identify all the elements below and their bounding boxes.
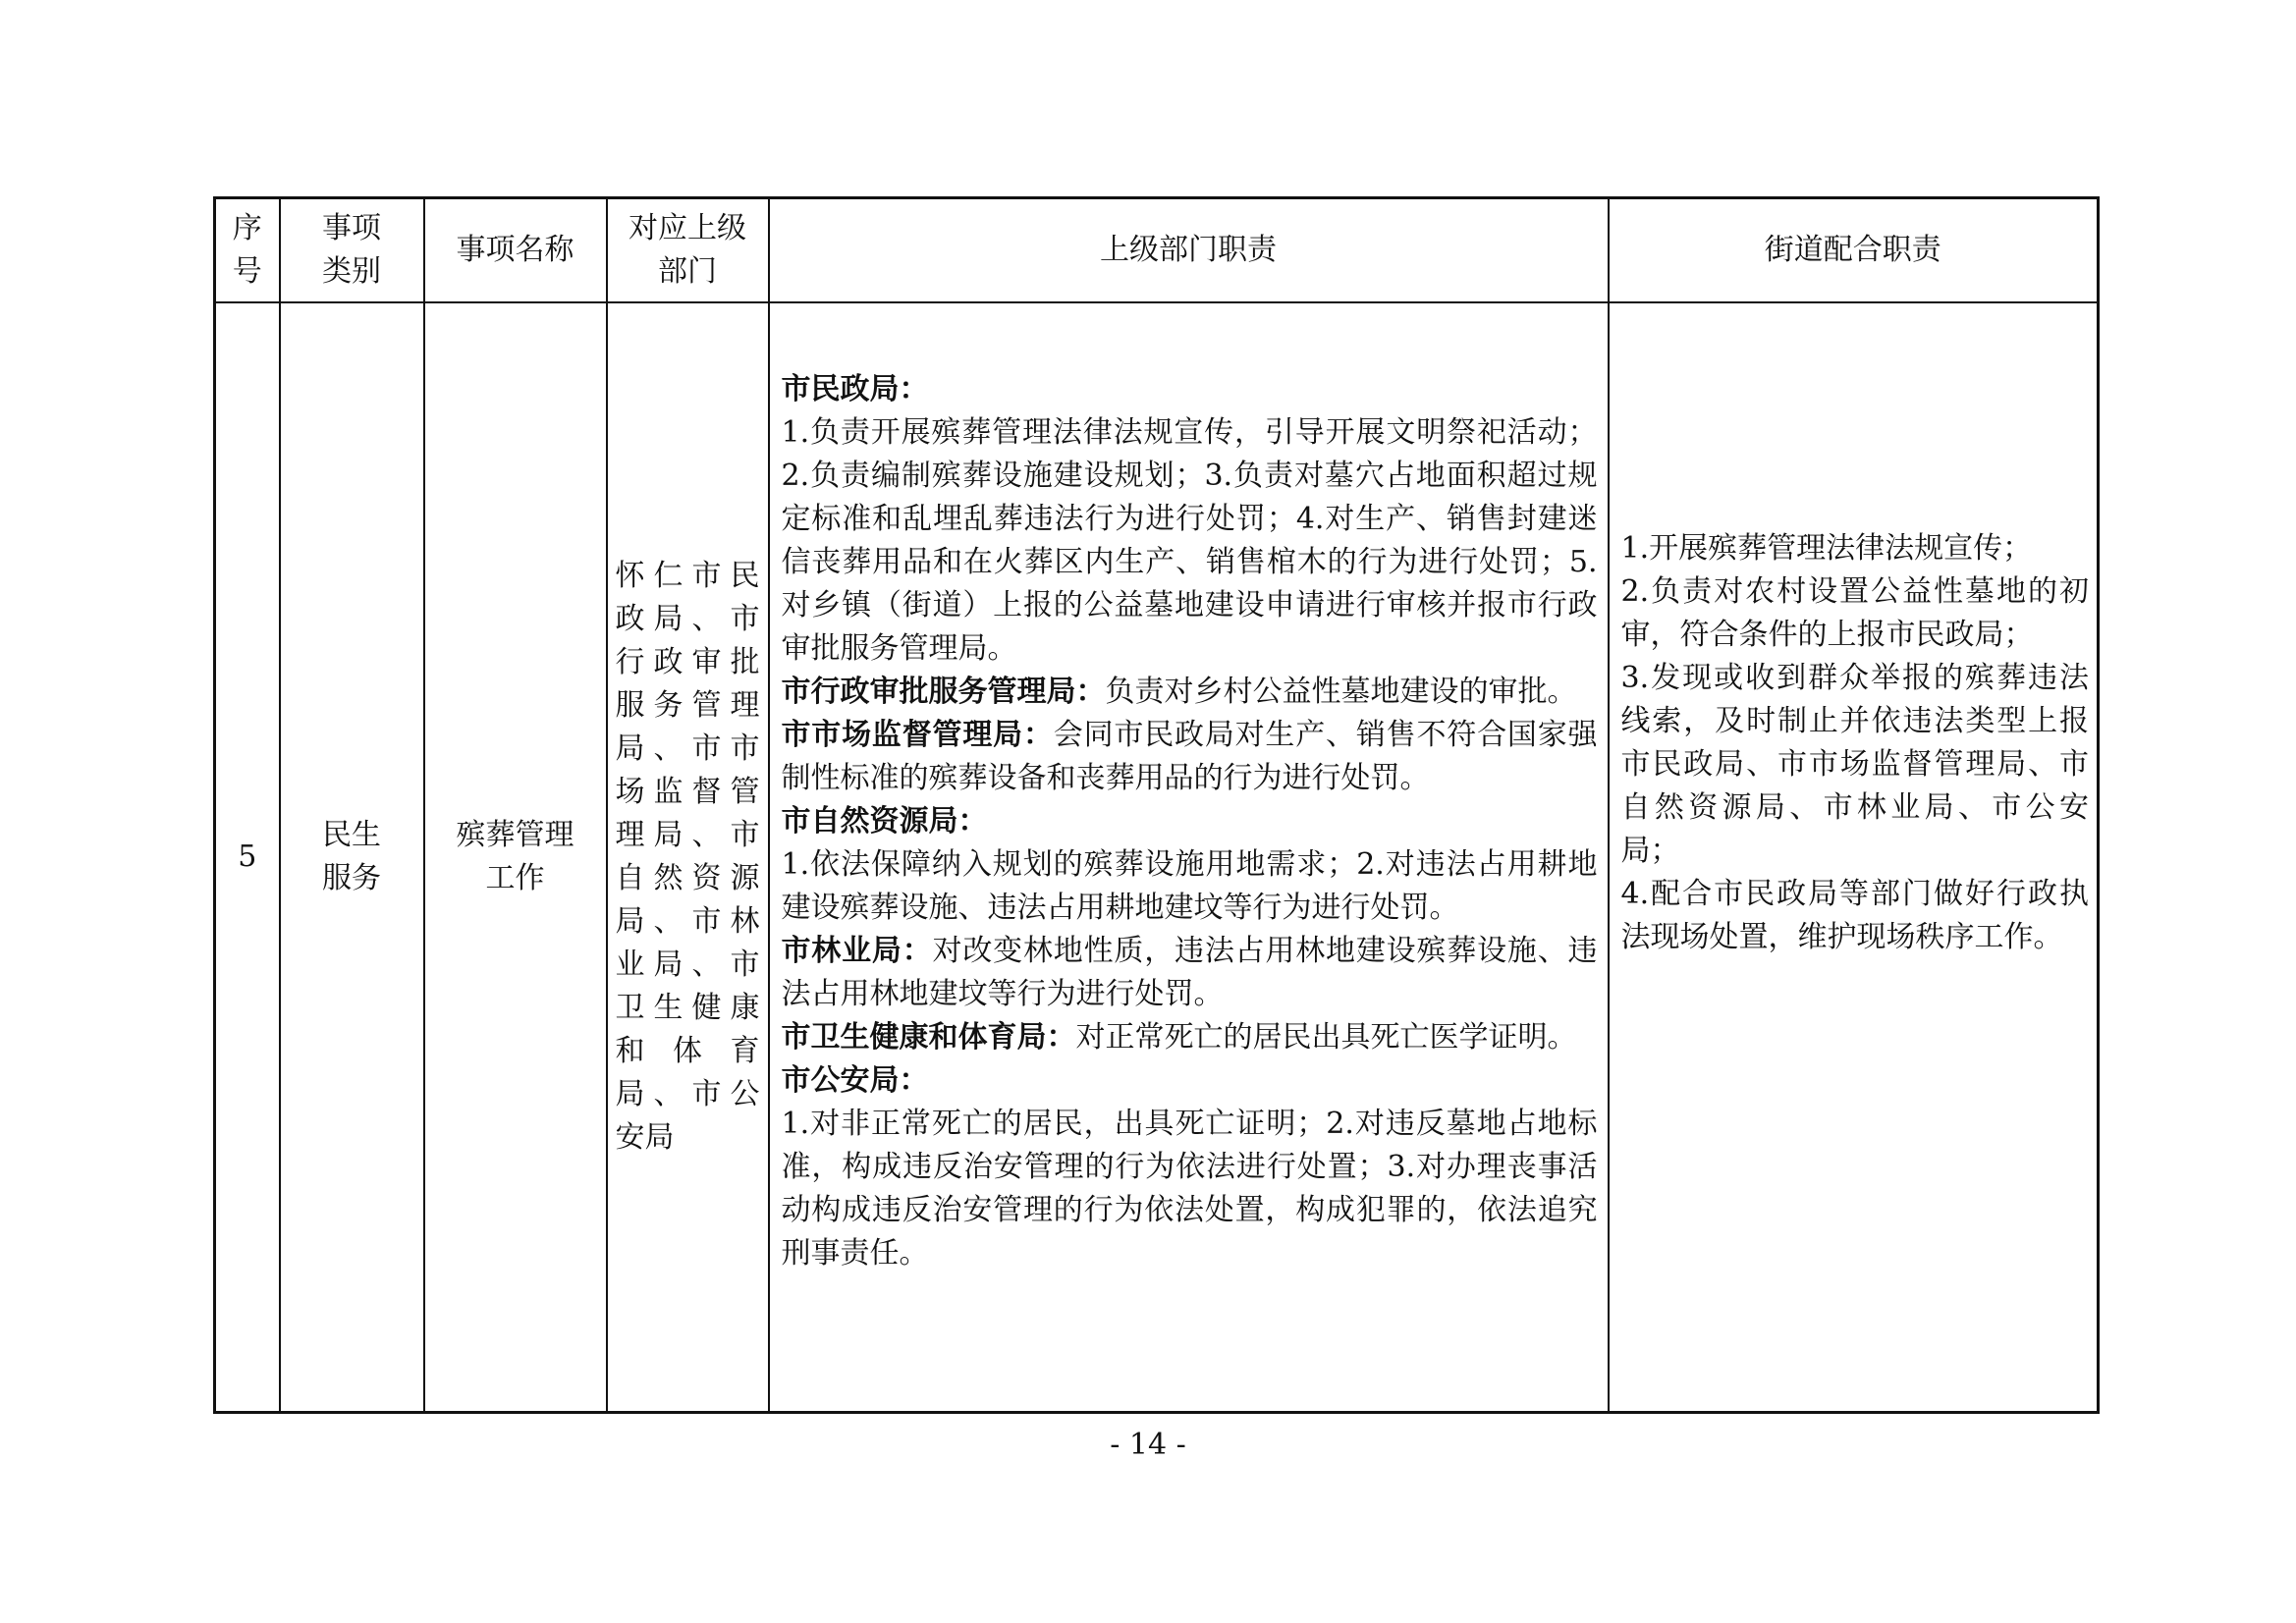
duty-block: 1.依法保障纳入规划的殡葬设施用地需求；2.对违法占用耕地建设殡葬设施、违法占用耕地建坟等行为进行处罚。 [781, 846, 1598, 925]
street-duty-item: 3.发现或收到群众举报的殡葬违法线索，及时制止并依违法类型上报市民政局、市市场监督管理局、市自然资源局、市林业局、市公安局； [1620, 660, 2089, 868]
header-departments: 对应上级 部门 [607, 198, 769, 302]
street-duty-item: 4.配合市民政局等部门做好行政执法现场处置，维护现场秩序工作。 [1620, 876, 2089, 954]
duty-block: 市公安局： [781, 1062, 929, 1098]
duty-block: 市市场监督管理局：会同市民政局对生产、销售不符合国家强制性标准的殡葬设备和丧葬用品的行为进行处罚。 [781, 717, 1598, 795]
duty-block: 1.对非正常死亡的居民，出具死亡证明；2.对违反墓地占地标准，构成违反治安管理的行为依法进行处置；3.对办理丧事活动构成违反治安管理的行为依法处置，构成犯罪的，依法追究刑事责任。 [781, 1106, 1598, 1271]
duty-block: 1.负责开展殡葬管理法律法规宣传，引导开展文明祭祀活动；2.负责编制殡葬设施建设规划；3.负责对墓穴占地面积超过规定标准和乱埋乱葬违法行为进行处罚；4.对生产、销售封建迷信丧葬用品和在火葬区内生产、销售棺木的行为进行处罚；5.对乡镇（街道）上报的公益墓地建设申请进行审核并报市行政审批服务管理局。 [781, 414, 1598, 666]
table-header-row [215, 198, 2099, 302]
duty-block: 市林业局：对改变林地性质，违法占用林地建设殡葬设施、违法占用林地建坟等行为进行处罚。 [781, 933, 1598, 1011]
duty-block: 市民政局： [781, 371, 929, 406]
header-item-name: 事项名称 [424, 198, 607, 302]
table-row [215, 302, 2099, 1413]
street-duty-item: 1.开展殡葬管理法律法规宣传； [1620, 530, 2033, 566]
row-street-duties [1609, 302, 2099, 1413]
duty-block: 市行政审批服务管理局：负责对乡村公益性墓地建设的审批。 [781, 674, 1577, 709]
row-upper-duties [769, 302, 1609, 1413]
row-index: 5 [215, 302, 280, 1413]
row-category: 民生 服务 [280, 302, 424, 1413]
row-item-name: 殡葬管理 工作 [424, 302, 607, 1413]
duty-block: 市卫生健康和体育局：对正常死亡的居民出具死亡医学证明。 [781, 1019, 1577, 1055]
responsibility-table [213, 196, 2100, 1414]
row-departments: 怀仁市民 政局、市 行政审批 服务管理 局、市市 场监督管 理局、市 自然资源 局、市林 业局、市 卫生健康 和体育 局、市公 安局 [607, 302, 769, 1413]
street-duty-item: 2.负责对农村设置公益性墓地的初审，符合条件的上报市民政局； [1620, 573, 2089, 652]
duty-block: 市自然资源局： [781, 803, 988, 839]
header-index: 序 号 [215, 198, 280, 302]
page-number: - 14 - [1110, 1428, 1186, 1462]
header-upper-duties: 上级部门职责 [769, 198, 1609, 302]
header-street-duties: 街道配合职责 [1609, 198, 2099, 302]
header-category: 事项 类别 [280, 198, 424, 302]
